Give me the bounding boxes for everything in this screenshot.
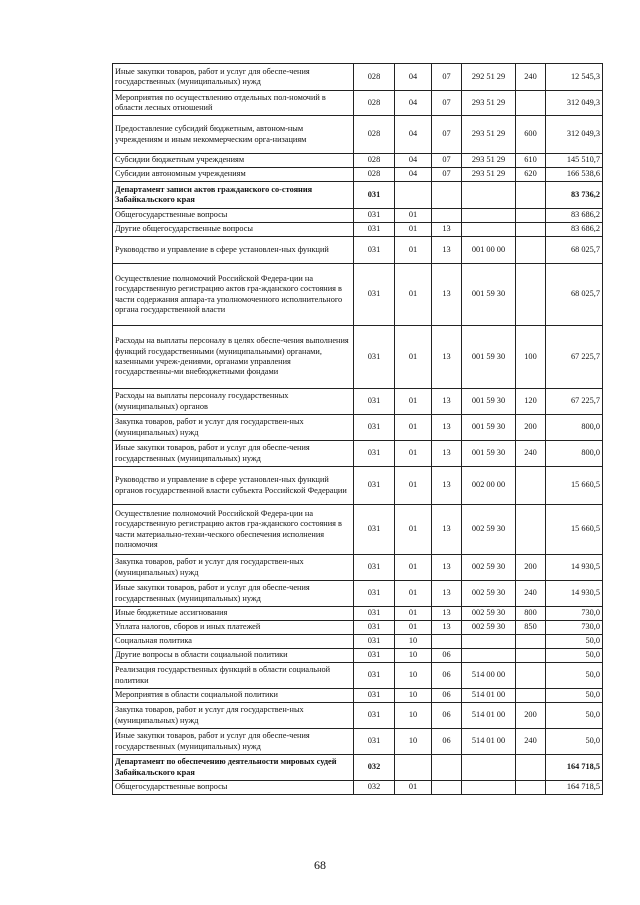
row-name: Субсидии автономным учреждениям (113, 168, 354, 182)
row-sum: 83 686,2 (546, 223, 603, 237)
row-name: Осуществление полномочий Российской Федера-ции на государственную регистрацию актов гра-жданского состояния в части содержания аппара-та уполномоченного исполнительного органа государственной власти (113, 264, 354, 326)
table-row (113, 581, 603, 607)
row-code: 031 (354, 703, 395, 729)
row-section: 04 (395, 64, 432, 91)
row-expense-type (516, 689, 546, 703)
row-target-item: 002 59 30 (462, 607, 516, 621)
row-code: 028 (354, 168, 395, 182)
row-section (395, 182, 432, 209)
row-code: 031 (354, 264, 395, 326)
row-code: 031 (354, 621, 395, 635)
row-expense-type: 240 (516, 441, 546, 467)
row-sum: 15 660,5 (546, 467, 603, 505)
row-target-item: 293 51 29 (462, 91, 516, 116)
row-subsection: 13 (432, 441, 462, 467)
row-subsection: 13 (432, 621, 462, 635)
row-expense-type (516, 182, 546, 209)
row-target-item: 293 51 29 (462, 168, 516, 182)
row-subsection: 07 (432, 116, 462, 154)
table-row (113, 467, 603, 505)
row-expense-type (516, 663, 546, 689)
row-expense-type: 620 (516, 168, 546, 182)
row-sum: 67 225,7 (546, 389, 603, 415)
row-expense-type (516, 209, 546, 223)
row-section: 01 (395, 237, 432, 264)
row-expense-type: 240 (516, 581, 546, 607)
row-target-item (462, 755, 516, 781)
table-row (113, 389, 603, 415)
row-name: Иные закупки товаров, работ и услуг для обеспе-чения государственных (муниципальных) нужд (113, 64, 354, 91)
row-sum: 800,0 (546, 441, 603, 467)
row-sum: 164 718,5 (546, 781, 603, 795)
row-subsection: 13 (432, 467, 462, 505)
table-row (113, 415, 603, 441)
table-row (113, 264, 603, 326)
row-name: Расходы на выплаты персоналу в целях обеспе-чения выполнения функций государственными (муниципальными) органами, казенными учреж-дениями, органами управления государственны-ми внебюджетными фондами (113, 326, 354, 389)
row-target-item: 001 59 30 (462, 441, 516, 467)
row-subsection: 06 (432, 729, 462, 755)
row-name: Общегосударственные вопросы (113, 781, 354, 795)
row-sum: 730,0 (546, 607, 603, 621)
row-sum: 145 510,7 (546, 154, 603, 168)
row-target-item: 002 59 30 (462, 505, 516, 555)
table-row (113, 441, 603, 467)
row-subsection: 06 (432, 703, 462, 729)
row-section: 01 (395, 467, 432, 505)
row-code: 031 (354, 505, 395, 555)
row-expense-type: 200 (516, 703, 546, 729)
row-section: 04 (395, 91, 432, 116)
row-section: 01 (395, 621, 432, 635)
budget-table-body (113, 64, 603, 795)
table-row (113, 663, 603, 689)
row-expense-type: 600 (516, 116, 546, 154)
row-target-item (462, 209, 516, 223)
row-target-item (462, 781, 516, 795)
row-code: 031 (354, 326, 395, 389)
row-sum: 50,0 (546, 649, 603, 663)
row-expense-type (516, 264, 546, 326)
row-subsection: 07 (432, 154, 462, 168)
row-name: Руководство и управление в сфере установлен-ных функций (113, 237, 354, 264)
row-sum: 68 025,7 (546, 264, 603, 326)
row-subsection (432, 635, 462, 649)
row-name: Закупка товаров, работ и услуг для государствен-ных (муниципальных) нужд (113, 415, 354, 441)
row-name: Осуществление полномочий Российской Федера-ции на государственную регистрацию актов гра-жданского состояния в части материально-техни-ческого обеспечения исполнения полномочия (113, 505, 354, 555)
row-section (395, 755, 432, 781)
row-target-item: 001 59 30 (462, 389, 516, 415)
row-subsection: 07 (432, 168, 462, 182)
row-subsection: 13 (432, 264, 462, 326)
row-target-item (462, 635, 516, 649)
row-subsection: 07 (432, 64, 462, 91)
row-subsection: 13 (432, 555, 462, 581)
row-expense-type: 100 (516, 326, 546, 389)
row-section: 01 (395, 505, 432, 555)
row-section: 01 (395, 415, 432, 441)
table-row (113, 237, 603, 264)
row-target-item: 002 00 00 (462, 467, 516, 505)
row-target-item: 002 59 30 (462, 621, 516, 635)
row-expense-type (516, 635, 546, 649)
row-name: Иные закупки товаров, работ и услуг для обеспе-чения государственных (муниципальных) нужд (113, 441, 354, 467)
row-section: 10 (395, 663, 432, 689)
row-expense-type (516, 755, 546, 781)
row-target-item: 292 51 29 (462, 64, 516, 91)
table-row (113, 154, 603, 168)
row-expense-type: 610 (516, 154, 546, 168)
department-row (113, 182, 603, 209)
row-expense-type: 200 (516, 415, 546, 441)
page-number: 68 (314, 858, 326, 872)
row-name: Закупка товаров, работ и услуг для государствен-ных (муниципальных) нужд (113, 555, 354, 581)
row-sum: 14 930,5 (546, 555, 603, 581)
row-section: 01 (395, 781, 432, 795)
row-subsection (432, 209, 462, 223)
row-section: 04 (395, 154, 432, 168)
row-target-item (462, 649, 516, 663)
table-row (113, 168, 603, 182)
row-sum: 83 736,2 (546, 182, 603, 209)
row-name: Расходы на выплаты персоналу государственных (муниципальных) органов (113, 389, 354, 415)
row-section: 10 (395, 703, 432, 729)
table-row (113, 116, 603, 154)
table-row (113, 223, 603, 237)
row-name: Предоставление субсидий бюджетным, автоном-ным учреждениям и иным некоммерческим орга-низациям (113, 116, 354, 154)
row-subsection: 06 (432, 689, 462, 703)
row-expense-type (516, 223, 546, 237)
row-sum: 312 049,3 (546, 116, 603, 154)
row-target-item (462, 223, 516, 237)
row-expense-type (516, 467, 546, 505)
row-code: 031 (354, 237, 395, 264)
row-target-item: 001 59 30 (462, 264, 516, 326)
table-row (113, 555, 603, 581)
row-section: 01 (395, 441, 432, 467)
row-subsection: 13 (432, 505, 462, 555)
row-name: Мероприятия в области социальной политики (113, 689, 354, 703)
table-row (113, 649, 603, 663)
row-code: 028 (354, 64, 395, 91)
row-target-item: 002 59 30 (462, 555, 516, 581)
row-subsection: 13 (432, 237, 462, 264)
row-expense-type: 240 (516, 729, 546, 755)
row-section: 01 (395, 389, 432, 415)
row-subsection: 13 (432, 326, 462, 389)
row-target-item: 001 59 30 (462, 415, 516, 441)
row-section: 04 (395, 116, 432, 154)
row-section: 01 (395, 581, 432, 607)
row-target-item: 001 00 00 (462, 237, 516, 264)
row-expense-type: 240 (516, 64, 546, 91)
table-row (113, 621, 603, 635)
row-code: 032 (354, 781, 395, 795)
row-section: 01 (395, 264, 432, 326)
row-subsection (432, 182, 462, 209)
row-name: Другие вопросы в области социальной политики (113, 649, 354, 663)
row-target-item: 514 01 00 (462, 703, 516, 729)
row-section: 10 (395, 635, 432, 649)
row-code: 031 (354, 223, 395, 237)
row-code: 031 (354, 555, 395, 581)
row-code: 031 (354, 649, 395, 663)
row-section: 01 (395, 607, 432, 621)
row-name: Департамент записи актов гражданского со-стояния Забайкальского края (113, 182, 354, 209)
row-name: Иные бюджетные ассигнования (113, 607, 354, 621)
row-subsection: 06 (432, 649, 462, 663)
row-sum: 12 545,3 (546, 64, 603, 91)
row-section: 01 (395, 555, 432, 581)
row-name: Закупка товаров, работ и услуг для государствен-ных (муниципальных) нужд (113, 703, 354, 729)
row-sum: 312 049,3 (546, 91, 603, 116)
row-name: Уплата налогов, сборов и иных платежей (113, 621, 354, 635)
table-row (113, 729, 603, 755)
row-subsection: 13 (432, 223, 462, 237)
row-expense-type: 800 (516, 607, 546, 621)
row-name: Общегосударственные вопросы (113, 209, 354, 223)
table-row (113, 781, 603, 795)
row-sum: 50,0 (546, 703, 603, 729)
row-target-item: 002 59 30 (462, 581, 516, 607)
table-row (113, 209, 603, 223)
row-name: Департамент по обеспечению деятельности мировых судей Забайкальского края (113, 755, 354, 781)
row-sum: 14 930,5 (546, 581, 603, 607)
table-row (113, 326, 603, 389)
row-expense-type: 200 (516, 555, 546, 581)
table-row (113, 91, 603, 116)
row-subsection: 07 (432, 91, 462, 116)
table-row (113, 689, 603, 703)
row-code: 031 (354, 689, 395, 703)
row-expense-type: 120 (516, 389, 546, 415)
table-row (113, 64, 603, 91)
row-code: 031 (354, 607, 395, 621)
row-code: 031 (354, 467, 395, 505)
row-code: 031 (354, 663, 395, 689)
row-section: 10 (395, 689, 432, 703)
row-subsection (432, 755, 462, 781)
row-code: 028 (354, 154, 395, 168)
row-code: 028 (354, 91, 395, 116)
row-subsection: 13 (432, 581, 462, 607)
row-section: 04 (395, 168, 432, 182)
row-name: Другие общегосударственные вопросы (113, 223, 354, 237)
table-row (113, 607, 603, 621)
row-section: 01 (395, 209, 432, 223)
row-code: 028 (354, 116, 395, 154)
row-sum: 50,0 (546, 635, 603, 649)
row-code: 031 (354, 182, 395, 209)
row-name: Иные закупки товаров, работ и услуг для обеспе-чения государственных (муниципальных) нужд (113, 729, 354, 755)
row-subsection: 13 (432, 607, 462, 621)
row-sum: 83 686,2 (546, 209, 603, 223)
department-row (113, 755, 603, 781)
row-section: 01 (395, 223, 432, 237)
row-section: 10 (395, 729, 432, 755)
row-expense-type (516, 781, 546, 795)
row-code: 031 (354, 729, 395, 755)
row-target-item: 514 01 00 (462, 729, 516, 755)
table-row (113, 505, 603, 555)
row-name: Мероприятия по осуществлению отдельных пол-номочий в области лесных отношений (113, 91, 354, 116)
budget-table (112, 63, 603, 795)
table-row (113, 635, 603, 649)
row-code: 031 (354, 441, 395, 467)
row-code: 031 (354, 415, 395, 441)
row-expense-type: 850 (516, 621, 546, 635)
row-expense-type (516, 505, 546, 555)
row-sum: 15 660,5 (546, 505, 603, 555)
row-target-item: 514 00 00 (462, 663, 516, 689)
row-sum: 166 538,6 (546, 168, 603, 182)
row-sum: 50,0 (546, 663, 603, 689)
row-code: 031 (354, 209, 395, 223)
row-target-item: 514 01 00 (462, 689, 516, 703)
row-expense-type (516, 649, 546, 663)
row-sum: 164 718,5 (546, 755, 603, 781)
row-target-item (462, 182, 516, 209)
row-subsection: 13 (432, 389, 462, 415)
row-name: Социальная политика (113, 635, 354, 649)
row-code: 032 (354, 755, 395, 781)
row-subsection (432, 781, 462, 795)
row-section: 10 (395, 649, 432, 663)
row-name: Иные закупки товаров, работ и услуг для обеспе-чения государственных (муниципальных) нужд (113, 581, 354, 607)
row-code: 031 (354, 389, 395, 415)
row-name: Руководство и управление в сфере установлен-ных функций органов государственной власти субъекта Российской Федерации (113, 467, 354, 505)
row-sum: 50,0 (546, 729, 603, 755)
row-sum: 730,0 (546, 621, 603, 635)
row-subsection: 06 (432, 663, 462, 689)
row-name: Реализация государственных функций в области социальной политики (113, 663, 354, 689)
row-expense-type (516, 91, 546, 116)
row-sum: 68 025,7 (546, 237, 603, 264)
row-section: 01 (395, 326, 432, 389)
row-sum: 67 225,7 (546, 326, 603, 389)
row-subsection: 13 (432, 415, 462, 441)
row-target-item: 293 51 29 (462, 116, 516, 154)
table-row (113, 703, 603, 729)
row-name: Субсидии бюджетным учреждениям (113, 154, 354, 168)
row-code: 031 (354, 581, 395, 607)
row-sum: 50,0 (546, 689, 603, 703)
row-target-item: 293 51 29 (462, 154, 516, 168)
row-sum: 800,0 (546, 415, 603, 441)
row-target-item: 001 59 30 (462, 326, 516, 389)
row-expense-type (516, 237, 546, 264)
row-code: 031 (354, 635, 395, 649)
